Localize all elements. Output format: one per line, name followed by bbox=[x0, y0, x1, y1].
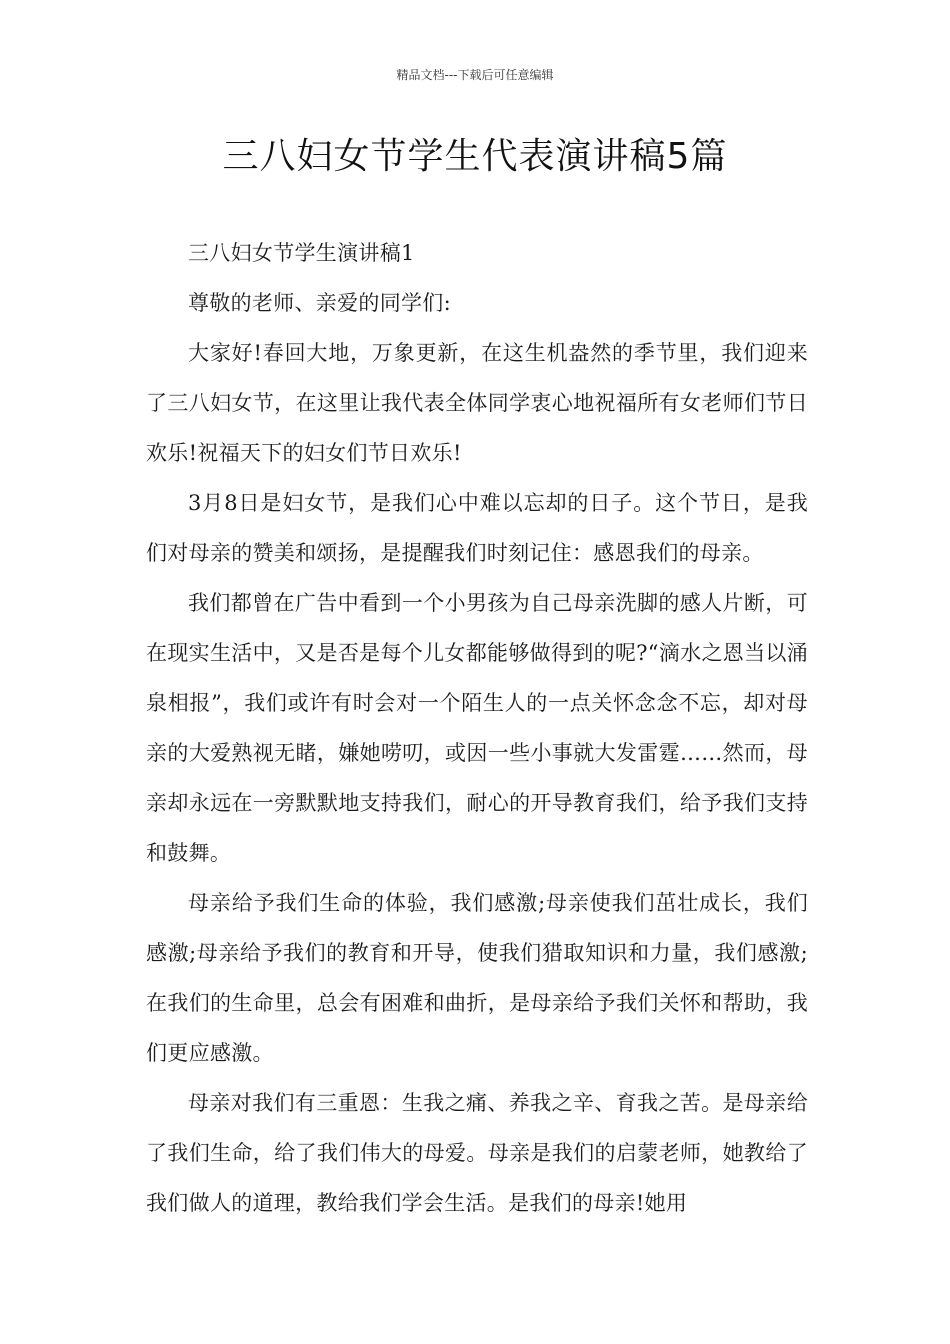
body-paragraph: 3月8日是妇女节，是我们心中难以忘却的日子。这个节日，是我们对母亲的赞美和颂扬，是提醒我们时刻记住：感恩我们的母亲。 bbox=[146, 491, 808, 565]
body-paragraph: 我们都曾在广告中看到一个小男孩为自己母亲洗脚的感人片断，可在现实生活中，又是否是每个儿女都能够做得到的呢?“滴水之恩当以涌泉相报”，我们或许有时会对一个陌生人的一点关怀念念不忘，却对母亲的大爱熟视无睹，嫌她唠叨，或因一些小事就大发雷霆……然而，母亲却永远在一旁默默地支持我们，耐心的开导教育我们，给予我们支持和鼓舞。 bbox=[146, 591, 808, 865]
body-paragraph: 大家好!春回大地，万象更新，在这生机盎然的季节里，我们迎来了三八妇女节，在这里让我代表全体同学衷心地祝福所有女老师们节日欢乐!祝福天下的妇女们节日欢乐! bbox=[146, 341, 808, 465]
speech-heading: 三八妇女节学生演讲稿1 bbox=[188, 241, 415, 265]
document-body bbox=[146, 228, 808, 1228]
header-note: 精品文档---下载后可任意编辑 bbox=[396, 68, 554, 82]
salutation: 尊敬的老师、亲爱的同学们: bbox=[188, 291, 451, 315]
document-title: 三八妇女节学生代表演讲稿5篇 bbox=[222, 136, 728, 177]
body-paragraph: 母亲对我们有三重恩：生我之痛、养我之辛、育我之苦。是母亲给了我们生命，给了我们伟大的母爱。母亲是我们的启蒙老师，她教给了我们做人的道理，教给我们学会生活。是我们的母亲!她用 bbox=[146, 1091, 808, 1215]
body-paragraph: 母亲给予我们生命的体验，我们感激;母亲使我们茁壮成长，我们感激;母亲给予我们的教育和开导，使我们猎取知识和力量，我们感激;在我们的生命里，总会有困难和曲折，是母亲给予我们关怀和帮助，我们更应感激。 bbox=[146, 891, 808, 1065]
